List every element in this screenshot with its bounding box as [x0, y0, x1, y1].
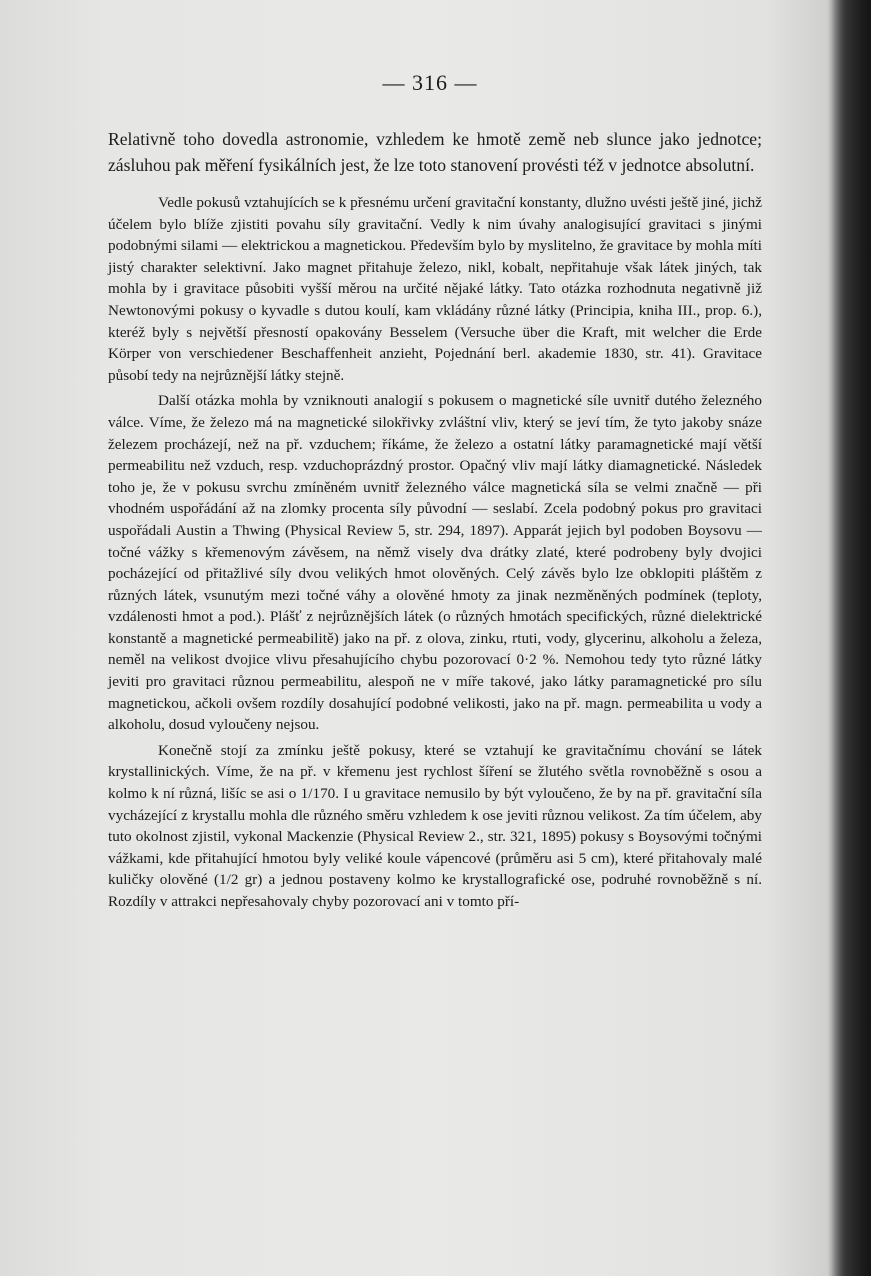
paragraph-3: Další otázka mohla by vzniknouti analogií s pokusem o magnetické síle uvnitř dutého železného válce. Víme, že železo má na magnetické silokřivky zvláštní vliv, který se jeví tím, že tyto jakoby snáze železem procházejí, než na př. vzduchem; říkáme, že železo a ostatní látky paramagnetické mají větší permeabilitu než vzduch, resp. vzduchoprázdný prostor. Opačný vliv mají látky diamagnetické. Následek toho je, že v pokusu svrchu zmíněném uvnitř železného válce magnetická síla se velmi značně — při vhodném uspořádání až na zlomky procenta síly původní — seslabí. Zcela podobný pokus pro gravitaci uspořádali Austin a Thwing (Physical Review 5, str. 294, 1897). Apparát jejich byl podoben Boysovu — točné vážky s křemenovým závěsem, na němž visely dva drátky zlaté, které podrobeny byly dvojici pocházející od přitažlivé síly dvou velikých hmot olověných. Celý závěs bylo lze obklopiti pláštěm z různých látek, vsunutým mezi točné váhy a olověné hmoty za jinak nezměněných podmínek (teploty, vzdálenosti hmot a pod.). Plášť z nejrůznějších látek (o různých hmotách specifických, různé dielektrické konstantě a magnetické permeabilitě) jako na př. z olova, zinku, rtuti, vody, glycerinu, alkoholu a železa, neměl na velikost dvojice vlivu přesahujícího chybu pozorovací 0·2 %. Nemohou tedy tyto různé látky jeviti pro gravitaci různou permeabilitu, alespoň ne v míře takové, jako látky paramagnetické pro sílu magnetickou, ačkoli ovšem rozdíly dosahující podobné velikosti, jako na př. magn. permeabilita u vody a alkoholu, dosud vyloučeny nejsou. [108, 392, 762, 734]
paragraph-1: Relativně toho dovedla astronomie, vzhledem ke hmotě země neb slunce jako jednotce; zásluhou pak měření fysikálních jest, že lze toto stanovení provésti též v jednotce absolutní. [108, 129, 762, 175]
paragraph-2: Vedle pokusů vztahujících se k přesnému určení gravitační konstanty, dlužno uvésti ještě jiné, jichž účelem bylo blíže zjistiti povahu síly gravitační. Vedly k nim úvahy analogisující gravitaci s jinými podobnými silami — elektrickou a magnetickou. Především bylo by myslitelno, že gravitace by mohla míti jistý charakter selektivní. Jako magnet přitahuje železo, nikl, kobalt, nepřitahuje však látek jiných, tak mohla by i gravitace působiti vyšší měrou na určité nějaké látky. Tato otázka rozhodnuta negativně již Newtonovými pokusy o kyvadle s dutou koulí, kam vkládány různé látky (Principia, kniha III., prop. 6.), kteréž byly s největší přesností opakovány Besselem (Versuche über die Kraft, mit welcher die Erde Körper von verschiedener Beschaffenheit anzieht, Pojednání berl. akademie 1830, str. 41). Gravitace působí tedy na nejrůznější látky stejně. [108, 194, 762, 384]
page-number: — 316 — [382, 70, 478, 95]
paragraph-4: Konečně stojí za zmínku ještě pokusy, které se vztahují ke gravitačnímu chování se látek krystallinických. Víme, že na př. v křemenu jest rychlost šíření se žlutého světla rovnoběžně s osou a kolmo k ní různá, lišíc se asi o 1/170. I u gravitace nemusilo by být vyloučeno, že by na př. gravitační síla vycházející z krystallu mohla dle různého směru vzhledem k ose jeviti různou velikost. Za tím účelem, aby tuto okolnost zjistil, vykonal Mackenzie (Physical Review 2., str. 321, 1895) pokusy s Boysovými točnými vážkami, kde přitahující hmotou byly veliké koule vápencové (průměru asi 5 cm), které přitahovaly malé kuličky olověné (1/2 gr) a jednou postaveny kolmo ke krystallografické ose, podruhé rovnoběžně s ní. Rozdíly v attrakci nepřesahovaly chyby pozorovací ani v tomto pří- [108, 741, 762, 910]
body-text [108, 126, 762, 913]
book-gutter-shadow [831, 0, 871, 1276]
